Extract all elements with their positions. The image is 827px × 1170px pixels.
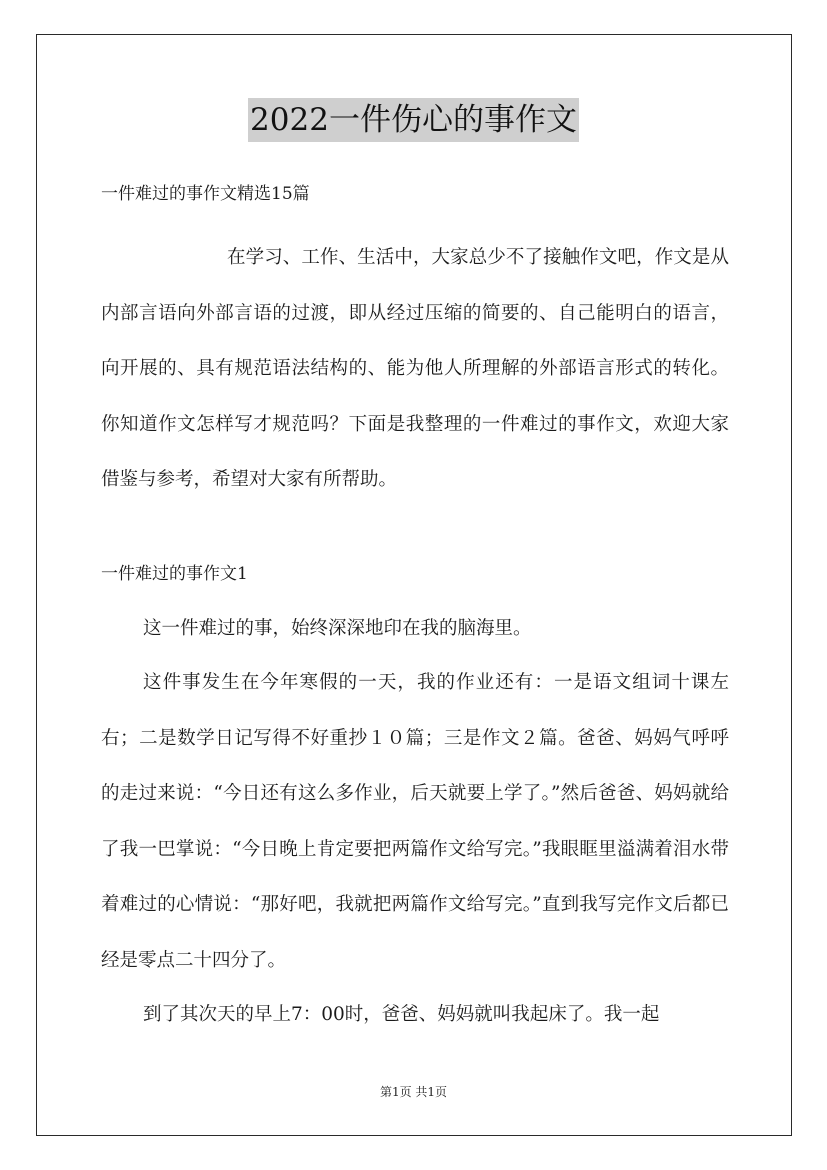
document-title: 2022一件伤心的事作文 [248,98,579,142]
section-title: 一件难过的事作文1 [101,564,248,584]
body-paragraph-1: 这一件难过的事，始终深深地印在我的脑海里。 [143,618,532,639]
body-paragraph-3: 到了其次天的早上7：00时，爸爸、妈妈就叫我起床了。我一起 [143,1004,660,1025]
intro-paragraph: 在学习、工作、生活中，大家总少不了接触作文吧，作文是从内部言语向外部言语的过渡，即从经过压缩的简要的、自己能明白的语言，向开展的、具有规范语法结构的、能为他人所理解的外部语言形式的转化。你知道作文怎样写才规范吗？下面是我整理的一件难过的事作文，欢迎大家借鉴与参考，希望对大家有所帮助。 [101,247,729,490]
page-footer: 第1页 共1页 [379,1085,448,1099]
title-container [0,98,827,142]
body-paragraph-2: 这件事发生在今年寒假的一天，我的作业还有：一是语文组词十课左右；二是数学日记写得不好重抄１０篇；三是作文２篇。爸爸、妈妈气呼呼的走过来说：“今日还有这么多作业，后天就要上学了。”然后爸爸、妈妈就给了我一巴掌说：“今日晚上肯定要把两篇作文给写完。”我眼眶里溢满着泪水带着难过的心情说：“那好吧，我就把两篇作文给写完。”直到我写完作文后都已经是零点二十四分了。 [101,672,729,971]
document-subtitle: 一件难过的事作文精选15篇 [101,184,310,204]
